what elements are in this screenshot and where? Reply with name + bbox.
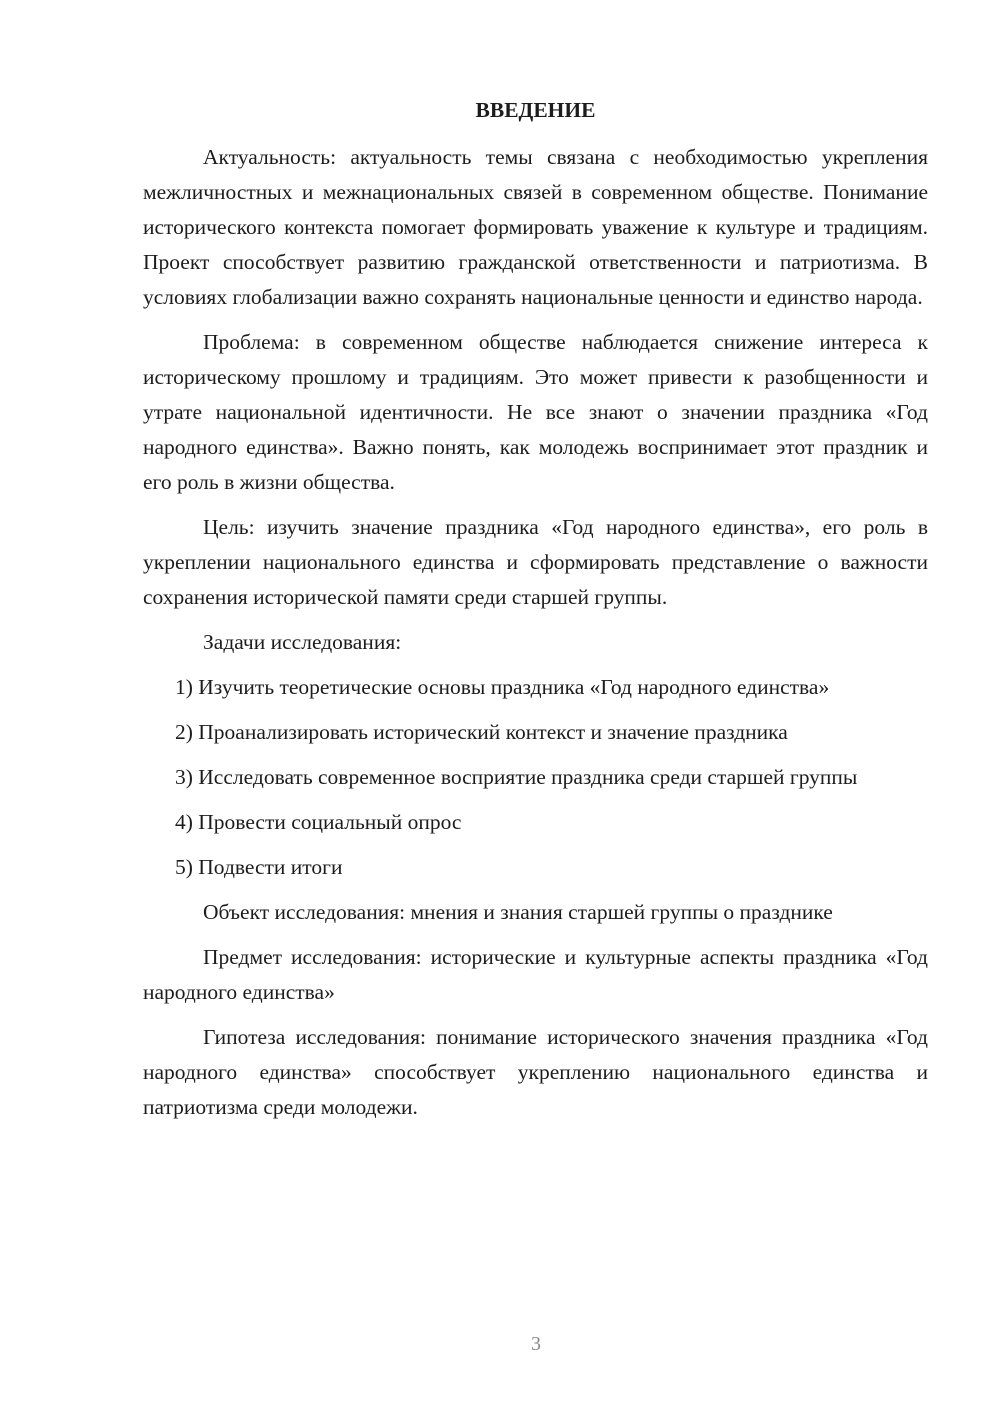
task-item: 2) Проанализировать исторический контекст и значение праздника: [175, 720, 788, 744]
page-number: 3: [531, 1333, 541, 1355]
goal-paragraph: Цель: изучить значение праздника «Год народного единства», его роль в укреплении национального единства и сформировать представление о важности сохранения исторической памяти среди старшей группы.: [143, 515, 928, 609]
relevance-paragraph: Актуальность: актуальность темы связана с необходимостью укрепления межличностных и межнациональных связей в современном обществе. Понимание исторического контекста помогает формировать уважение к культуре и традициям. Проект способствует развитию гражданской ответственности и патриотизма. В условиях глобализации важно сохранять национальные ценности и единство народа.: [143, 145, 928, 309]
task-item: 5) Подвести итоги: [175, 855, 343, 879]
task-item: 4) Провести социальный опрос: [175, 810, 462, 834]
task-item: 3) Исследовать современное восприятие праздника среди старшей группы: [175, 765, 858, 789]
tasks-title: Задачи исследования:: [203, 630, 402, 654]
document-page: [143, 95, 928, 1135]
tasks-list: [143, 670, 928, 885]
object-paragraph: Объект исследования: мнения и знания старшей группы о празднике: [203, 900, 833, 924]
subject-paragraph: Предмет исследования: исторические и культурные аспекты праздника «Год народного единства»: [143, 945, 928, 1004]
section-heading: ВВЕДЕНИЕ: [475, 98, 596, 122]
task-item: 1) Изучить теоретические основы праздника «Год народного единства»: [175, 675, 830, 699]
problem-paragraph: Проблема: в современном обществе наблюдается снижение интереса к историческому прошлому и традициям. Это может привести к разобщенности и утрате национальной идентичности. Не все знают о значении праздника «Год народного единства». Важно понять, как молодежь воспринимает этот праздник и его роль в жизни общества.: [143, 330, 928, 494]
hypothesis-paragraph: Гипотеза исследования: понимание исторического значения праздника «Год народного единства» способствует укреплению национального единства и патриотизма среди молодежи.: [143, 1025, 928, 1119]
